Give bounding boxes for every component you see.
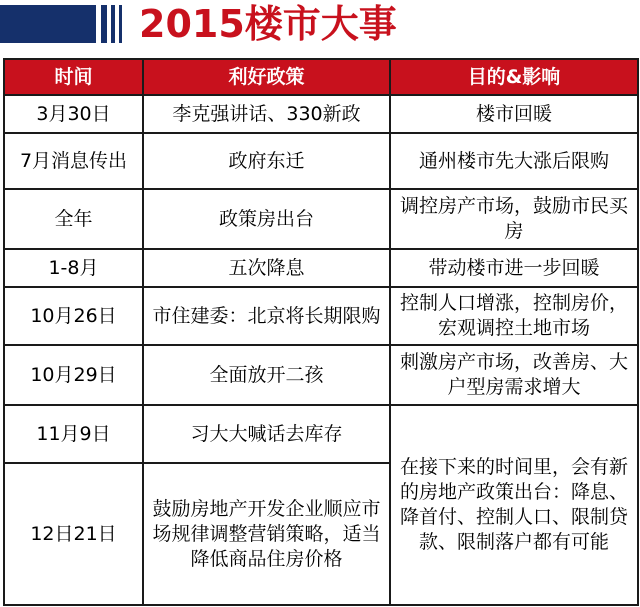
column-header-effect: 目的&影响 — [390, 59, 638, 95]
policy-cell: 李克强讲话、330新政 — [143, 95, 390, 133]
title-accent-bar — [0, 5, 96, 43]
policy-cell: 全面放开二孩 — [143, 345, 390, 405]
policy-cell: 市住建委：北京将长期限购 — [143, 287, 390, 345]
policy-cell: 政府东迁 — [143, 133, 390, 189]
table-row — [4, 345, 638, 405]
policy-cell: 政策房出台 — [143, 189, 390, 249]
effect-cell: 通州楼市先大涨后限购 — [390, 133, 638, 189]
policy-cell: 习大大喊话去库存 — [143, 405, 390, 463]
page-header — [0, 0, 640, 50]
title-accent-stripe — [119, 5, 122, 43]
effect-cell: 刺激房产市场，改善房、大户型房需求增大 — [390, 345, 638, 405]
title-accent-stripe — [101, 5, 107, 43]
effect-cell: 带动楼市进一步回暖 — [390, 249, 638, 287]
table-row — [4, 95, 638, 133]
time-cell: 3月30日 — [4, 95, 143, 133]
time-cell: 11月9日 — [4, 405, 143, 463]
table-row — [4, 405, 638, 463]
effect-cell: 控制人口增涨，控制房价，宏观调控土地市场 — [390, 287, 638, 345]
table-header-row — [4, 59, 638, 95]
page-title: 2015楼市大事 — [139, 2, 397, 46]
table-row — [4, 133, 638, 189]
effect-cell-merged: 在接下来的时间里，会有新的房地产政策出台：降息、降首付、控制人口、限制贷款、限制落户都有可能 — [390, 405, 638, 605]
title-accent-stripe — [111, 5, 115, 43]
table-row — [4, 189, 638, 249]
table-row — [4, 249, 638, 287]
time-cell: 7月消息传出 — [4, 133, 143, 189]
time-cell: 12日21日 — [4, 463, 143, 605]
policy-cell: 五次降息 — [143, 249, 390, 287]
effect-cell: 楼市回暖 — [390, 95, 638, 133]
table-row — [4, 287, 638, 345]
time-cell: 10月26日 — [4, 287, 143, 345]
time-cell: 全年 — [4, 189, 143, 249]
effect-cell: 调控房产市场，鼓励市民买房 — [390, 189, 638, 249]
time-cell: 1-8月 — [4, 249, 143, 287]
time-cell: 10月29日 — [4, 345, 143, 405]
policy-cell: 鼓励房地产开发企业顺应市场规律调整营销策略，适当降低商品住房价格 — [143, 463, 390, 605]
events-table — [3, 58, 639, 606]
column-header-policy: 利好政策 — [143, 59, 390, 95]
column-header-time: 时间 — [4, 59, 143, 95]
